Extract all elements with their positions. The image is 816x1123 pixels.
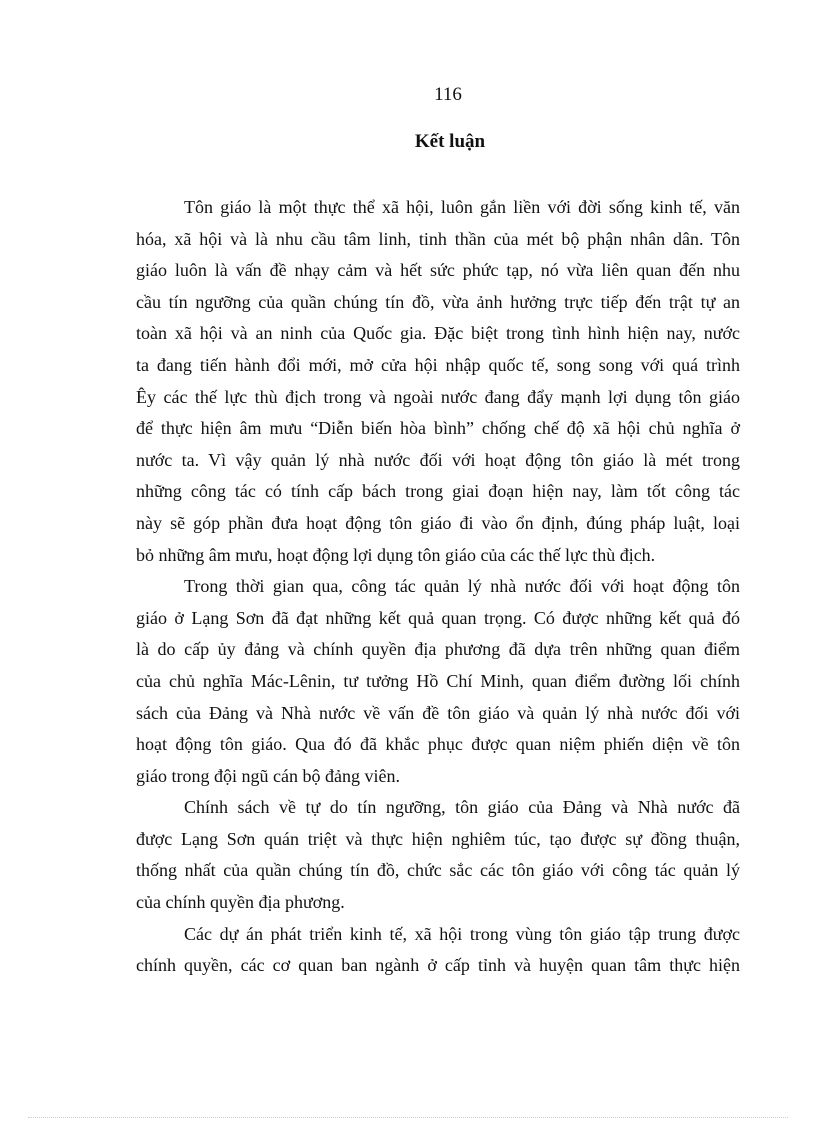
body-text bbox=[136, 192, 740, 982]
text-line: này sẽ góp phần đưa hoạt động tôn giáo đi vào ổn định, đúng pháp luật, loại bbox=[136, 512, 740, 533]
page-bottom-divider bbox=[28, 1117, 788, 1118]
page-number: 116 bbox=[434, 84, 462, 105]
text-line: những công tác có tính cấp bách trong giai đoạn hiện nay, làm tốt công tác bbox=[136, 481, 740, 502]
text-line: Chính sách về tự do tín ngưỡng, tôn giáo của Đảng và Nhà nước đã bbox=[184, 797, 740, 818]
text-line: Trong thời gian qua, công tác quản lý nhà nước đối với hoạt động tôn bbox=[184, 576, 740, 597]
paragraph bbox=[136, 192, 740, 571]
text-line: của chủ nghĩa Mác-Lênin, tư tưởng Hồ Chí Minh, quan điểm đường lối chính bbox=[136, 670, 740, 691]
text-line: được Lạng Sơn quán triệt và thực hiện nghiêm túc, tạo được sự đồng thuận, bbox=[136, 828, 740, 849]
text-line: cầu tín ngưỡng của quần chúng tín đồ, vừa ảnh hưởng trực tiếp đến trật tự an bbox=[136, 291, 740, 312]
text-line: để thực hiện âm mưu “Diễn biến hòa bình” chống chế độ xã hội chủ nghĩa ở bbox=[136, 418, 740, 439]
text-line: giáo luôn là vấn đề nhạy cảm và hết sức phức tạp, nó vừa liên quan đến nhu bbox=[136, 260, 740, 281]
text-line: sách của Đảng và Nhà nước về vấn đề tôn giáo và quản lý nhà nước đối với bbox=[136, 702, 740, 723]
text-line: chính quyền, các cơ quan ban ngành ở cấp tỉnh và huyện quan tâm thực hiện bbox=[136, 955, 740, 976]
text-line: thống nhất của quần chúng tín đồ, chức sắc các tôn giáo với công tác quản lý bbox=[136, 860, 740, 881]
text-line: toàn xã hội và an ninh của Quốc gia. Đặc biệt trong tình hình hiện nay, nước bbox=[136, 323, 740, 344]
text-line: Tôn giáo là một thực thể xã hội, luôn gắn liền với đời sống kinh tế, văn bbox=[184, 197, 740, 217]
text-line: giáo ở Lạng Sơn đã đạt những kết quả quan trọng. Có được những kết quả đó bbox=[136, 607, 740, 628]
paragraph bbox=[136, 792, 740, 918]
text-line: bỏ những âm mưu, hoạt động lợi dụng tôn giáo của các thế lực thù địch. bbox=[136, 544, 656, 565]
text-line: hóa, xã hội và là nhu cầu tâm linh, tinh thần của mét bộ phận nhân dân. Tôn bbox=[136, 228, 740, 249]
text-line: của chính quyền địa phương. bbox=[136, 892, 345, 913]
text-line: giáo trong đội ngũ cán bộ đảng viên. bbox=[136, 765, 400, 786]
text-line: là do cấp ủy đảng và chính quyền địa phương đã dựa trên những quan điểm bbox=[136, 639, 740, 660]
text-line: ta đang tiến hành đổi mới, mở cửa hội nhập quốc tế, song song với quá trình bbox=[136, 354, 740, 375]
text-line: Các dự án phát triển kinh tế, xã hội trong vùng tôn giáo tập trung được bbox=[184, 923, 740, 944]
text-line: hoạt động tôn giáo. Qua đó đã khắc phục được quan niệm phiến diện về tôn bbox=[136, 734, 740, 755]
paragraph bbox=[136, 571, 740, 792]
paragraph bbox=[136, 919, 740, 982]
page-heading: Kết luận bbox=[414, 131, 486, 152]
text-line: Êy các thế lực thù địch trong và ngoài nước đang đẩy mạnh lợi dụng tôn giáo bbox=[136, 386, 740, 407]
text-line: nước ta. Vì vậy quản lý nhà nước đối với hoạt động tôn giáo là mét trong bbox=[136, 449, 740, 470]
